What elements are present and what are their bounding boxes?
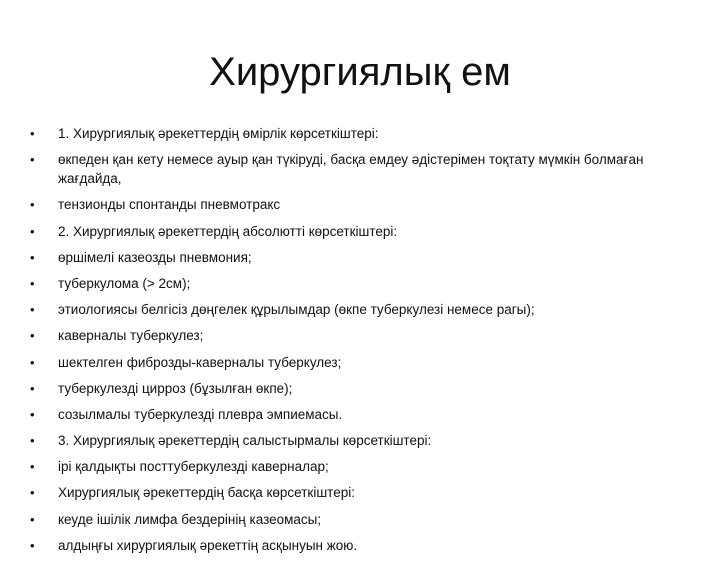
bullet-text: 2. Хирургиялық әрекеттердің абсолютті көрсеткіштері: — [58, 223, 398, 239]
bullet-text: 1. Хирургиялық әрекеттердің өмірлік көрсеткіштері: — [58, 126, 379, 141]
bullet-item — [30, 405, 670, 424]
bullet-item — [30, 379, 670, 398]
bullet-dot: • — [30, 126, 35, 141]
bullet-dot: • — [30, 485, 35, 501]
bullet-dot: • — [30, 275, 35, 291]
bullet-list — [30, 124, 670, 562]
bullet-dot: • — [30, 249, 35, 265]
bullet-text: туберкулезді цирроз (бұзылған өкпе); — [58, 380, 293, 396]
bullet-dot: • — [30, 152, 35, 168]
bullet-dot: • — [30, 406, 35, 422]
bullet-text: созылмалы туберкулезді плевра эмпиемасы. — [58, 406, 343, 422]
bullet-item — [30, 195, 670, 214]
bullet-text: этиологиясы белгісіз дөңгелек құрылымдар (өкпе туберкулезі немесе рагы); — [58, 302, 535, 318]
slide-title: Хирургиялық ем — [209, 50, 511, 94]
bullet-item — [30, 431, 670, 450]
bullet-item — [30, 457, 670, 476]
bullet-dot: • — [30, 197, 35, 213]
bullet-text: каверналы туберкулез; — [58, 328, 204, 344]
bullet-text: туберкулома (> 2см); — [58, 275, 191, 291]
bullet-dot: • — [30, 459, 35, 475]
bullet-text: өкпеден қан кету немесе ауыр қан түкіруді, басқа емдеу әдістерімен тоқтату мүмкін болмаған жағдайда, — [58, 152, 644, 187]
bullet-item — [30, 483, 670, 502]
bullet-text: шектелген фиброзды-каверналы туберкулез; — [58, 354, 342, 370]
bullet-text: 3. Хирургиялық әрекеттердің салыстырмалы көрсеткіштері: — [58, 433, 432, 449]
bullet-dot: • — [30, 302, 35, 318]
bullet-text: ірі қалдықты посттуберкулезді каверналар; — [58, 459, 329, 475]
bullet-item — [30, 300, 670, 319]
bullet-item — [30, 222, 670, 241]
bullet-text: Хирургиялық әрекеттердің басқа көрсеткіштері: — [58, 485, 355, 501]
bullet-dot: • — [30, 223, 35, 239]
bullet-text: кеуде ішілік лимфа бездерінің казеомасы; — [58, 511, 322, 527]
bullet-item — [30, 353, 670, 372]
bullet-dot: • — [30, 380, 35, 396]
bullet-item — [30, 150, 670, 188]
bullet-item — [30, 248, 670, 267]
bullet-dot: • — [30, 354, 35, 370]
bullet-dot: • — [30, 328, 35, 344]
bullet-item — [30, 536, 670, 555]
bullet-item — [30, 326, 670, 345]
bullet-text: тензионды спонтанды пневмотракс — [58, 197, 281, 213]
bullet-item — [30, 510, 670, 529]
bullet-dot: • — [30, 511, 35, 527]
bullet-dot: • — [30, 433, 35, 449]
bullet-dot: • — [30, 537, 35, 553]
bullet-text: өршімелі казеозды пневмония; — [58, 249, 252, 265]
bullet-item — [30, 274, 670, 293]
bullet-text: алдыңғы хирургиялық әрекеттің асқынуын жою. — [58, 537, 358, 553]
bullet-item — [30, 124, 670, 143]
